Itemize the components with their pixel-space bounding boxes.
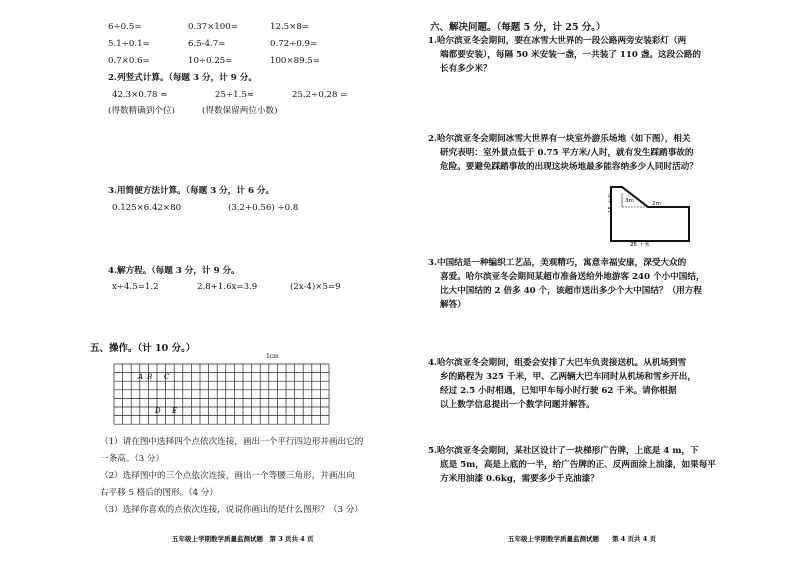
calc-item: 6.5-4.7= [188, 39, 226, 49]
question-2-title: 2.列竖式计算。（每题 3 分，计 9 分。 [108, 73, 257, 83]
q2-note: (得数保留两位小数) [202, 106, 278, 116]
q2-note: (得数精确到个位) [108, 106, 175, 116]
question-3-title: 3.用简便方法计算。（每题 3 分，计 6 分。 [108, 186, 275, 196]
point-label-d: D [155, 407, 161, 415]
section-5-title: 五、操作。（计 10 分。） [90, 343, 196, 354]
point-label-e: E [172, 407, 178, 415]
problem-line: 4.哈尔滨亚冬会期间，组委会安排了大巴车负责接送机。从机场到雪 [428, 358, 687, 368]
q4-item: x÷4.5=1.2 [112, 282, 159, 292]
q2-item: 42.3×0.78 ≈ [112, 90, 168, 100]
problem-line: 长有多少米？ [440, 64, 492, 74]
calc-item: 10÷0.25= [188, 56, 233, 66]
q2-item: 25.2÷0.28 = [292, 90, 348, 100]
calc-item: 6÷0.5= [108, 22, 142, 32]
problem-line: 3.中国结是一种编织工艺品，美观精巧，寓意幸福安康，深受大众的 [428, 258, 687, 268]
dim-label: 3m [625, 198, 634, 204]
calc-item: 5.1÷0.1= [108, 39, 150, 49]
point-label-c: C [164, 373, 170, 381]
calc-item: 12.5×8= [270, 22, 310, 32]
op-1-line-1: （1）请在图中选择四个点依次连接，画出一个平行四边形并画出它的 [100, 437, 364, 447]
problem-line: 2.哈尔滨亚冬会期间冰雪大世界有一块室外游乐场地（如下图），相关 [428, 134, 691, 144]
page-footer-left: 五年级上学期数学质量监测试题 第 3 页共 4 页 [172, 535, 314, 543]
problem-line: 乡的路程为 325 千米，甲、乙两辆大巴车同时从机场和雪乡开出， [440, 372, 696, 382]
calc-item: 0.72÷0.9= [270, 39, 318, 49]
q4-item: 2.8+1.6x=3.9 [197, 282, 258, 292]
problem-line: 研究表明：室外景点低于 0.75 平方米/人时，就有发生踩踏事故的 [440, 148, 694, 158]
dim-label: 25 千米 [630, 242, 650, 247]
calc-item: 0.7×0.6= [108, 56, 150, 66]
op-2-line-1: （2）选择图中的三个点依次连接，画出一个等腰三角形，并画出向 [100, 471, 355, 481]
point-label-b: B [147, 373, 153, 381]
dim-label: 2m [652, 201, 661, 207]
problem-line: 以上数学信息提出一个数学问题并解答。 [440, 400, 595, 410]
problem-line: 底是 5m，高是上底的一半，给广告牌的正、反两面涂上油漆，如果每平 [440, 460, 716, 470]
q3-item: 0.125×6.42×80 [112, 203, 182, 213]
problem-line: 喜爱。哈尔滨亚冬会期间某超市准备送给外地游客 240 个小中国结， [440, 272, 705, 282]
dot-grid [112, 362, 362, 434]
point-label-a: A [138, 373, 144, 381]
unit-label: 1cm [266, 353, 279, 360]
problem-line: 5.哈尔滨亚冬会期间，某社区设计了一块梯形广告牌，上底是 4 m，下 [428, 446, 699, 456]
q3-item: (3.2+0.56) ÷0.8 [228, 203, 299, 213]
problem-line: 比大中国结的 2 倍多 40 个，该超市送出多少个大中国结？（用方程 [440, 286, 702, 296]
op-3: （3）选择你喜欢的点依次连接，说说你画出的是什么图形？（3 分） [100, 505, 363, 515]
problem-line: 1.哈尔滨亚冬会期间，要在冰雪大世界的一段公路两旁安装彩灯（两 [428, 36, 687, 46]
op-2-line-2: 右平移 5 格后的图形。（4 分） [100, 488, 218, 498]
problem-line: 危险。要避免踩踏事故的出现这块场地最多能容纳多少人同时活动？ [440, 162, 698, 172]
dim-label: 15 千米 [608, 193, 614, 213]
problem-line: 经过 2.5 小时相遇，已知甲车每小时行驶 62 千米。请你根据 [440, 386, 677, 396]
op-1-line-2: 一条高。（3 分） [100, 454, 165, 464]
q4-item: (2x-4)×5=9 [290, 282, 341, 292]
calc-item: 0.37×100= [188, 22, 238, 32]
problem-line: 端都要安装），每隔 50 米安装一盏，一共装了 110 盏。这段公路的 [440, 50, 702, 60]
section-6-title: 六、解决问题。（每题 5 分，计 25 分。） [430, 22, 606, 33]
playground-shape-figure [608, 185, 698, 247]
problem-line: 方米用油漆 0.6kg，需要多少千克油漆？ [440, 474, 599, 484]
calc-item: 100×89.5= [270, 56, 320, 66]
page-footer-right: 五年级上学期数学质量监测试题 第 4 页共 4 页 [508, 535, 657, 543]
problem-line: 解答） [440, 300, 466, 310]
q2-item: 25÷1.5≈ [215, 90, 255, 100]
question-4-title: 4.解方程。（每题 3 分，计 9 分。 [108, 266, 240, 276]
